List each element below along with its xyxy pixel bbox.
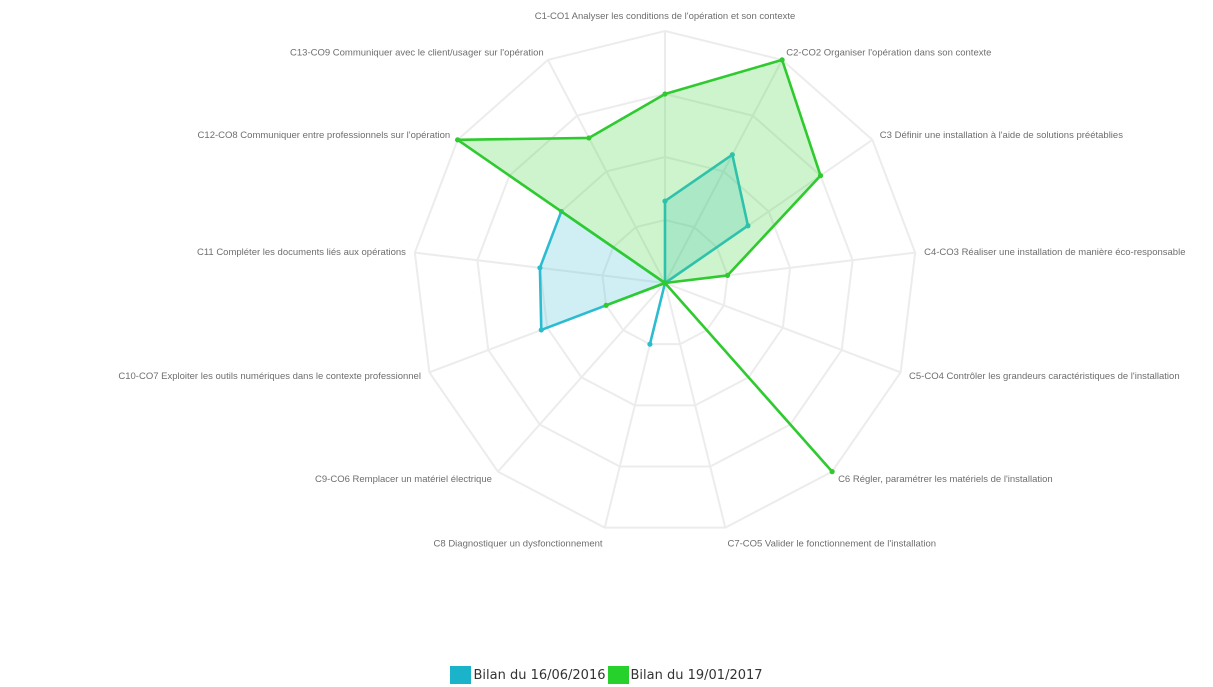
axis-label-3: C3 Définir une installation à l'aide de solutions préétablies [879,130,1123,142]
axis-label-8: C8 Diagnostiquer un dysfonctionnement [433,538,603,550]
series-1-point-10[interactable] [539,327,544,332]
series-1-point-8[interactable] [647,342,652,347]
series-2-point-1[interactable] [662,91,667,96]
axis-label-9: C9-CO6 Remplacer un matériel électrique [315,473,492,485]
axis-label-5: C5-CO4 Contrôler les grandeurs caractéristiques de l'installation [909,371,1180,383]
series-2-area [458,60,832,472]
series-2-point-10[interactable] [603,303,608,308]
series-1-point-11[interactable] [537,265,542,270]
axis-label-11: C11 Compléter les documents liés aux opérations [196,247,406,259]
axis-label-13: C13-CO9 Communiquer avec le client/usager sur l'opération [290,47,544,59]
legend-label-series-1: Bilan du 16/06/2016 [473,667,606,683]
legend [0,664,1213,686]
legend-item-series-2[interactable] [608,666,763,684]
axis-label-4: C4-CO3 Réaliser une installation de manière éco-responsable [924,247,1186,259]
axis-label-10: C10-CO7 Exploiter les outils numériques dans le contexte professionnel [118,371,421,383]
grid-spoke-5 [665,283,901,372]
series-2-point-11[interactable] [662,280,667,285]
legend-item-series-1[interactable] [450,666,605,684]
legend-swatch-series-1 [450,666,471,684]
series-2-point-4[interactable] [725,273,730,278]
series-2-point-6[interactable] [830,469,835,474]
series-2-point-12[interactable] [455,137,460,142]
series-2-point-3[interactable] [818,173,823,178]
axis-label-12: C12-CO8 Communiquer entre professionnels sur l'opération [197,130,451,142]
axis-label-7: C7-CO5 Valider le fonctionnement de l'installation [727,538,937,550]
axis-label-1: C1-CO1 Analyser les conditions de l'opération et son contexte [534,11,796,22]
axis-label-2: C2-CO2 Organiser l'opération dans son contexte [786,47,992,59]
legend-label-series-2: Bilan du 19/01/2017 [630,667,763,683]
legend-swatch-series-2 [608,666,629,684]
series-2-point-13[interactable] [586,135,591,140]
series-2-point-2[interactable] [780,57,785,62]
axis-label-6: C6 Régler, paramétrer les matériels de l'installation [838,473,1053,485]
radar-series [455,57,835,474]
